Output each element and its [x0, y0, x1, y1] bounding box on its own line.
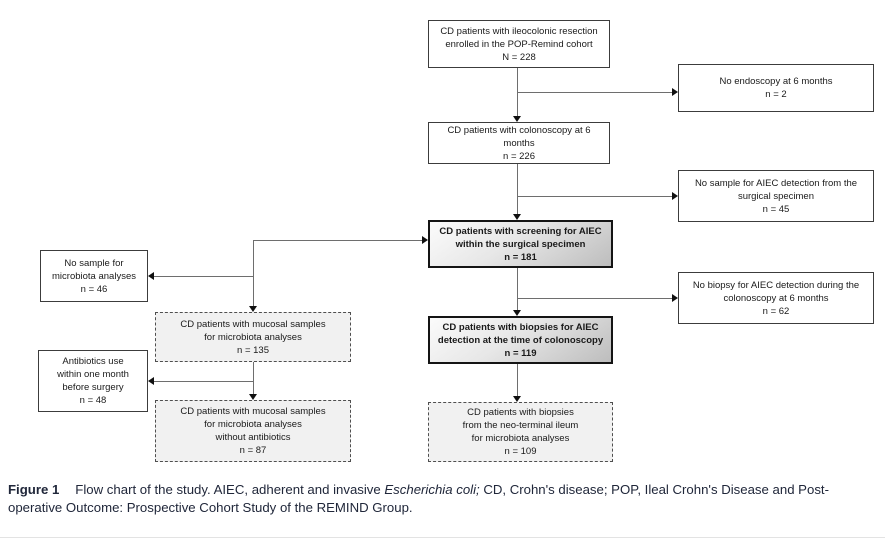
node-no-biopsy-aiec-count: n = 62 — [762, 305, 790, 317]
node-mucosal-no-antibiotics-count: n = 87 — [239, 445, 267, 456]
node-biopsies-aiec-count: n = 119 — [504, 347, 537, 359]
connector-branch-to-mucosal — [253, 240, 254, 306]
node-no-sample-microbiota — [40, 250, 148, 302]
node-no-sample-aiec-line-2: surgical specimen — [737, 190, 815, 202]
connector-left-branch-to-screening — [253, 240, 423, 241]
node-antibiotics-use-count: n = 48 — [79, 395, 107, 406]
node-colonoscopy-line-2: months — [503, 137, 535, 149]
node-no-sample-aiec-line-1: No sample for AIEC detection from the — [694, 177, 858, 189]
figure-caption — [8, 481, 876, 516]
node-no-sample-aiec — [678, 170, 874, 222]
figure-caption-text-before: Flow chart of the study. AIEC, adherent and invasive — [75, 482, 385, 497]
node-colonoscopy-count: n = 226 — [503, 150, 535, 162]
arrowhead-into-ileum — [513, 396, 521, 402]
node-no-endoscopy — [678, 64, 874, 112]
connector-branch-no-endoscopy — [517, 92, 673, 93]
arrowhead-into-colonoscopy — [513, 116, 521, 122]
node-antibiotics-use-line-2: within one month — [57, 369, 129, 380]
figure-caption-species-italic: Escherichia coli; — [384, 482, 480, 497]
node-no-biopsy-aiec-line-1: No biopsy for AIEC detection during the — [692, 279, 860, 291]
node-mucosal-samples-line-1: CD patients with mucosal samples — [180, 318, 326, 330]
arrowhead-into-mucosal — [249, 306, 257, 312]
node-root-line-2: enrolled in the POP-Remind cohort — [445, 38, 593, 50]
arrowhead-into-no-biopsy-aiec — [672, 294, 678, 302]
node-biopsies-aiec-line-2: detection at the time of colonoscopy — [437, 334, 604, 346]
node-screening-aiec-line-2: within the surgical specimen — [455, 238, 586, 250]
arrowhead-into-screening-left — [422, 236, 428, 244]
node-colonoscopy — [428, 122, 610, 164]
node-root-count: N = 228 — [502, 51, 536, 63]
node-mucosal-no-antibiotics-line-3: without antibiotics — [215, 432, 291, 443]
connector-colonoscopy-to-screening — [517, 164, 518, 216]
node-biopsies-aiec — [428, 316, 613, 364]
connector-mucosal-to-no-antibiotics — [253, 362, 254, 394]
node-no-endoscopy-line-1: No endoscopy at 6 months — [719, 76, 833, 87]
connector-biopsies-to-ileum — [517, 364, 518, 396]
figure-caption-label: Figure 1 — [8, 482, 60, 497]
arrowhead-into-screening — [513, 214, 521, 220]
node-ileum-biopsies — [428, 402, 613, 462]
node-mucosal-no-antibiotics-line-1: CD patients with mucosal samples — [180, 406, 326, 417]
arrowhead-into-mucosal-no-antibiotics — [249, 394, 257, 400]
node-screening-aiec — [428, 220, 613, 268]
node-no-sample-aiec-count: n = 45 — [762, 203, 790, 215]
node-no-endoscopy-count: n = 2 — [765, 89, 787, 100]
connector-branch-no-sample-microbiota — [154, 276, 253, 277]
node-ileum-biopsies-line-2: from the neo-terminal ileum — [462, 420, 579, 431]
node-no-sample-microbiota-count: n = 46 — [80, 283, 108, 295]
arrowhead-into-antibiotics-use — [148, 377, 154, 385]
node-root-cohort — [428, 20, 610, 68]
node-mucosal-samples-line-2: for microbiota analyses — [204, 331, 302, 343]
figure-bottom-rule — [0, 537, 885, 538]
node-no-sample-microbiota-line-2: microbiota analyses — [52, 270, 136, 282]
node-antibiotics-use-line-1: Antibiotics use — [62, 356, 124, 367]
node-ileum-biopsies-line-1: CD patients with biopsies — [467, 407, 574, 418]
connector-screening-to-biopsies — [517, 268, 518, 312]
node-mucosal-no-antibiotics-line-2: for microbiota analyses — [204, 419, 302, 430]
node-screening-aiec-count: n = 181 — [504, 251, 537, 263]
node-mucosal-samples — [155, 312, 351, 362]
node-mucosal-no-antibiotics — [155, 400, 351, 462]
node-mucosal-samples-count: n = 135 — [237, 344, 269, 356]
node-colonoscopy-line-1: CD patients with colonoscopy at 6 — [447, 124, 591, 136]
connector-branch-no-sample-aiec — [517, 196, 673, 197]
arrowhead-into-biopsies — [513, 310, 521, 316]
node-root-line-1: CD patients with ileocolonic resection — [440, 25, 598, 37]
node-screening-aiec-line-1: CD patients with screening for AIEC — [439, 225, 602, 237]
connector-root-to-colonoscopy — [517, 68, 518, 118]
arrowhead-into-no-endoscopy — [672, 88, 678, 96]
node-ileum-biopsies-line-3: for microbiota analyses — [471, 433, 570, 444]
node-antibiotics-use-line-3: before surgery — [62, 382, 124, 393]
node-biopsies-aiec-line-1: CD patients with biopsies for AIEC — [442, 321, 599, 333]
connector-branch-no-biopsy-aiec — [517, 298, 673, 299]
connector-branch-antibiotics-use — [154, 381, 253, 382]
arrowhead-into-no-sample-aiec — [672, 192, 678, 200]
node-antibiotics-use — [38, 350, 148, 412]
node-no-biopsy-aiec-line-2: colonoscopy at 6 months — [723, 292, 829, 304]
node-ileum-biopsies-count: n = 109 — [504, 446, 537, 457]
node-no-sample-microbiota-line-1: No sample for — [64, 257, 124, 269]
node-no-biopsy-aiec — [678, 272, 874, 324]
arrowhead-into-no-sample-microbiota — [148, 272, 154, 280]
figure-caption-text-after: CD, Crohn's disease; POP, Ileal Crohn's Disease and Post-operative Outcome: Prospective Cohort Study of the REMIND Group. — [8, 482, 829, 515]
